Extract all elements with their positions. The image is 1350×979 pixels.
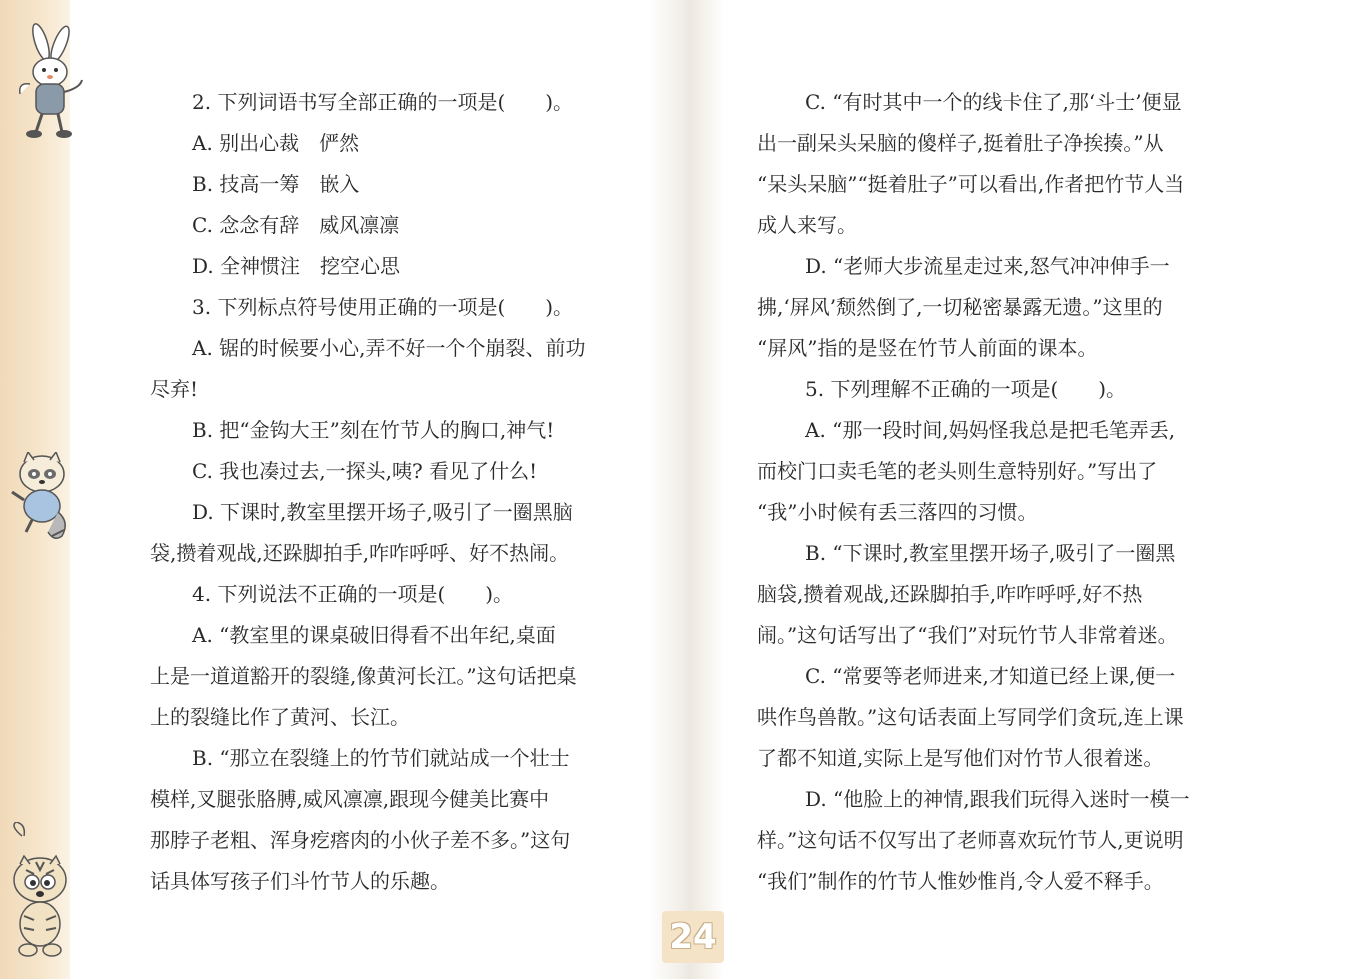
text-line: A. “教室里的课桌破旧得看不出年纪,桌面 — [192, 623, 556, 647]
text-line: 闹。”这句话写出了“我们”对玩竹节人非常着迷。 — [757, 623, 1178, 647]
page-number: 24 — [669, 917, 717, 957]
text-line: B. “那立在裂缝上的竹节们就站成一个壮士 — [192, 746, 570, 770]
raccoon-mascot-icon — [8, 452, 78, 544]
text-line: 袋,攒着观战,还跺脚拍手,咋咋呼呼、好不热闹。 — [150, 541, 570, 565]
text-line: 上是一道道豁开的裂缝,像黄河长江。”这句话把桌 — [150, 664, 577, 688]
page-number-badge — [662, 911, 724, 963]
text-line: 而校门口卖毛笔的老头则生意特别好。”写出了 — [757, 459, 1158, 483]
text-line: C. “有时其中一个的线卡住了,那‘斗士’便显 — [805, 90, 1182, 114]
text-line: C. 我也凑过去,一探头,咦? 看见了什么! — [192, 459, 538, 483]
left-page-text — [150, 82, 635, 902]
text-line: 样。”这句话不仅写出了老师喜欢玩竹节人,更说明 — [757, 828, 1184, 852]
text-line: D. 下课时,教室里摆开场子,吸引了一圈黑脑 — [192, 500, 573, 524]
text-line: “我们”制作的竹节人惟妙惟肖,令人爱不释手。 — [757, 869, 1164, 893]
text-line: 那脖子老粗、浑身疙瘩肉的小伙子差不多。”这句 — [150, 828, 571, 852]
text-line: 话具体写孩子们斗竹节人的乐趣。 — [150, 869, 450, 893]
text-line: 了都不知道,实际上是写他们对竹节人很着迷。 — [757, 746, 1164, 770]
text-line: A. 锯的时候要小心,弄不好一个个崩裂、前功 — [192, 336, 586, 360]
text-line: D. “他脸上的神情,跟我们玩得入迷时一模一 — [805, 787, 1190, 811]
text-line: 出一副呆头呆脑的傻样子,挺着肚子净挨揍。”从 — [757, 131, 1164, 155]
book-gutter — [648, 0, 724, 979]
text-line: “我”小时候有丢三落四的习惯。 — [757, 500, 1038, 524]
text-line: A. 别出心裁 俨然 — [192, 131, 360, 155]
text-line: D. “老师大步流星走过来,怒气冲冲伸手一 — [805, 254, 1170, 278]
text-line: 5. 下列理解不正确的一项是( )。 — [805, 377, 1127, 401]
text-line: B. 把“金钩大王”刻在竹节人的胸口,神气! — [192, 418, 555, 442]
text-line: A. “那一段时间,妈妈怪我总是把毛笔弄丢, — [805, 418, 1176, 442]
text-line: “呆头呆脑”“挺着肚子”可以看出,作者把竹节人当 — [757, 172, 1185, 196]
text-line: “屏风”指的是竖在竹节人前面的课本。 — [757, 336, 1098, 360]
text-line: 2. 下列词语书写全部正确的一项是( )。 — [192, 90, 574, 114]
text-line: B. “下课时,教室里摆开场子,吸引了一圈黑 — [805, 541, 1176, 565]
text-line: B. 技高一筹 嵌入 — [192, 172, 360, 196]
tiger-mascot-icon — [6, 822, 78, 962]
right-page-text — [757, 82, 1235, 902]
text-line: 哄作鸟兽散。”这句话表面上写同学们贪玩,连上课 — [757, 705, 1184, 729]
text-line: 4. 下列说法不正确的一项是( )。 — [192, 582, 514, 606]
text-line: 成人来写。 — [757, 213, 857, 237]
text-line: D. 全神惯注 挖空心思 — [192, 254, 401, 278]
text-line: 3. 下列标点符号使用正确的一项是( )。 — [192, 295, 574, 319]
text-line: 上的裂缝比作了黄河、长江。 — [150, 705, 410, 729]
text-line: 脑袋,攒着观战,还跺脚拍手,咋咋呼呼,好不热 — [757, 582, 1143, 606]
rabbit-mascot-icon — [8, 22, 88, 140]
text-line: 模样,叉腿张胳膊,威风凛凛,跟现今健美比赛中 — [150, 787, 550, 811]
text-line: 尽弃! — [150, 377, 199, 401]
text-line: 拂,‘屏风’颓然倒了,一切秘密暴露无遗。”这里的 — [757, 295, 1163, 319]
text-line: C. “常要等老师进来,才知道已经上课,便一 — [805, 664, 1176, 688]
text-line: C. 念念有辞 威风凛凛 — [192, 213, 400, 237]
